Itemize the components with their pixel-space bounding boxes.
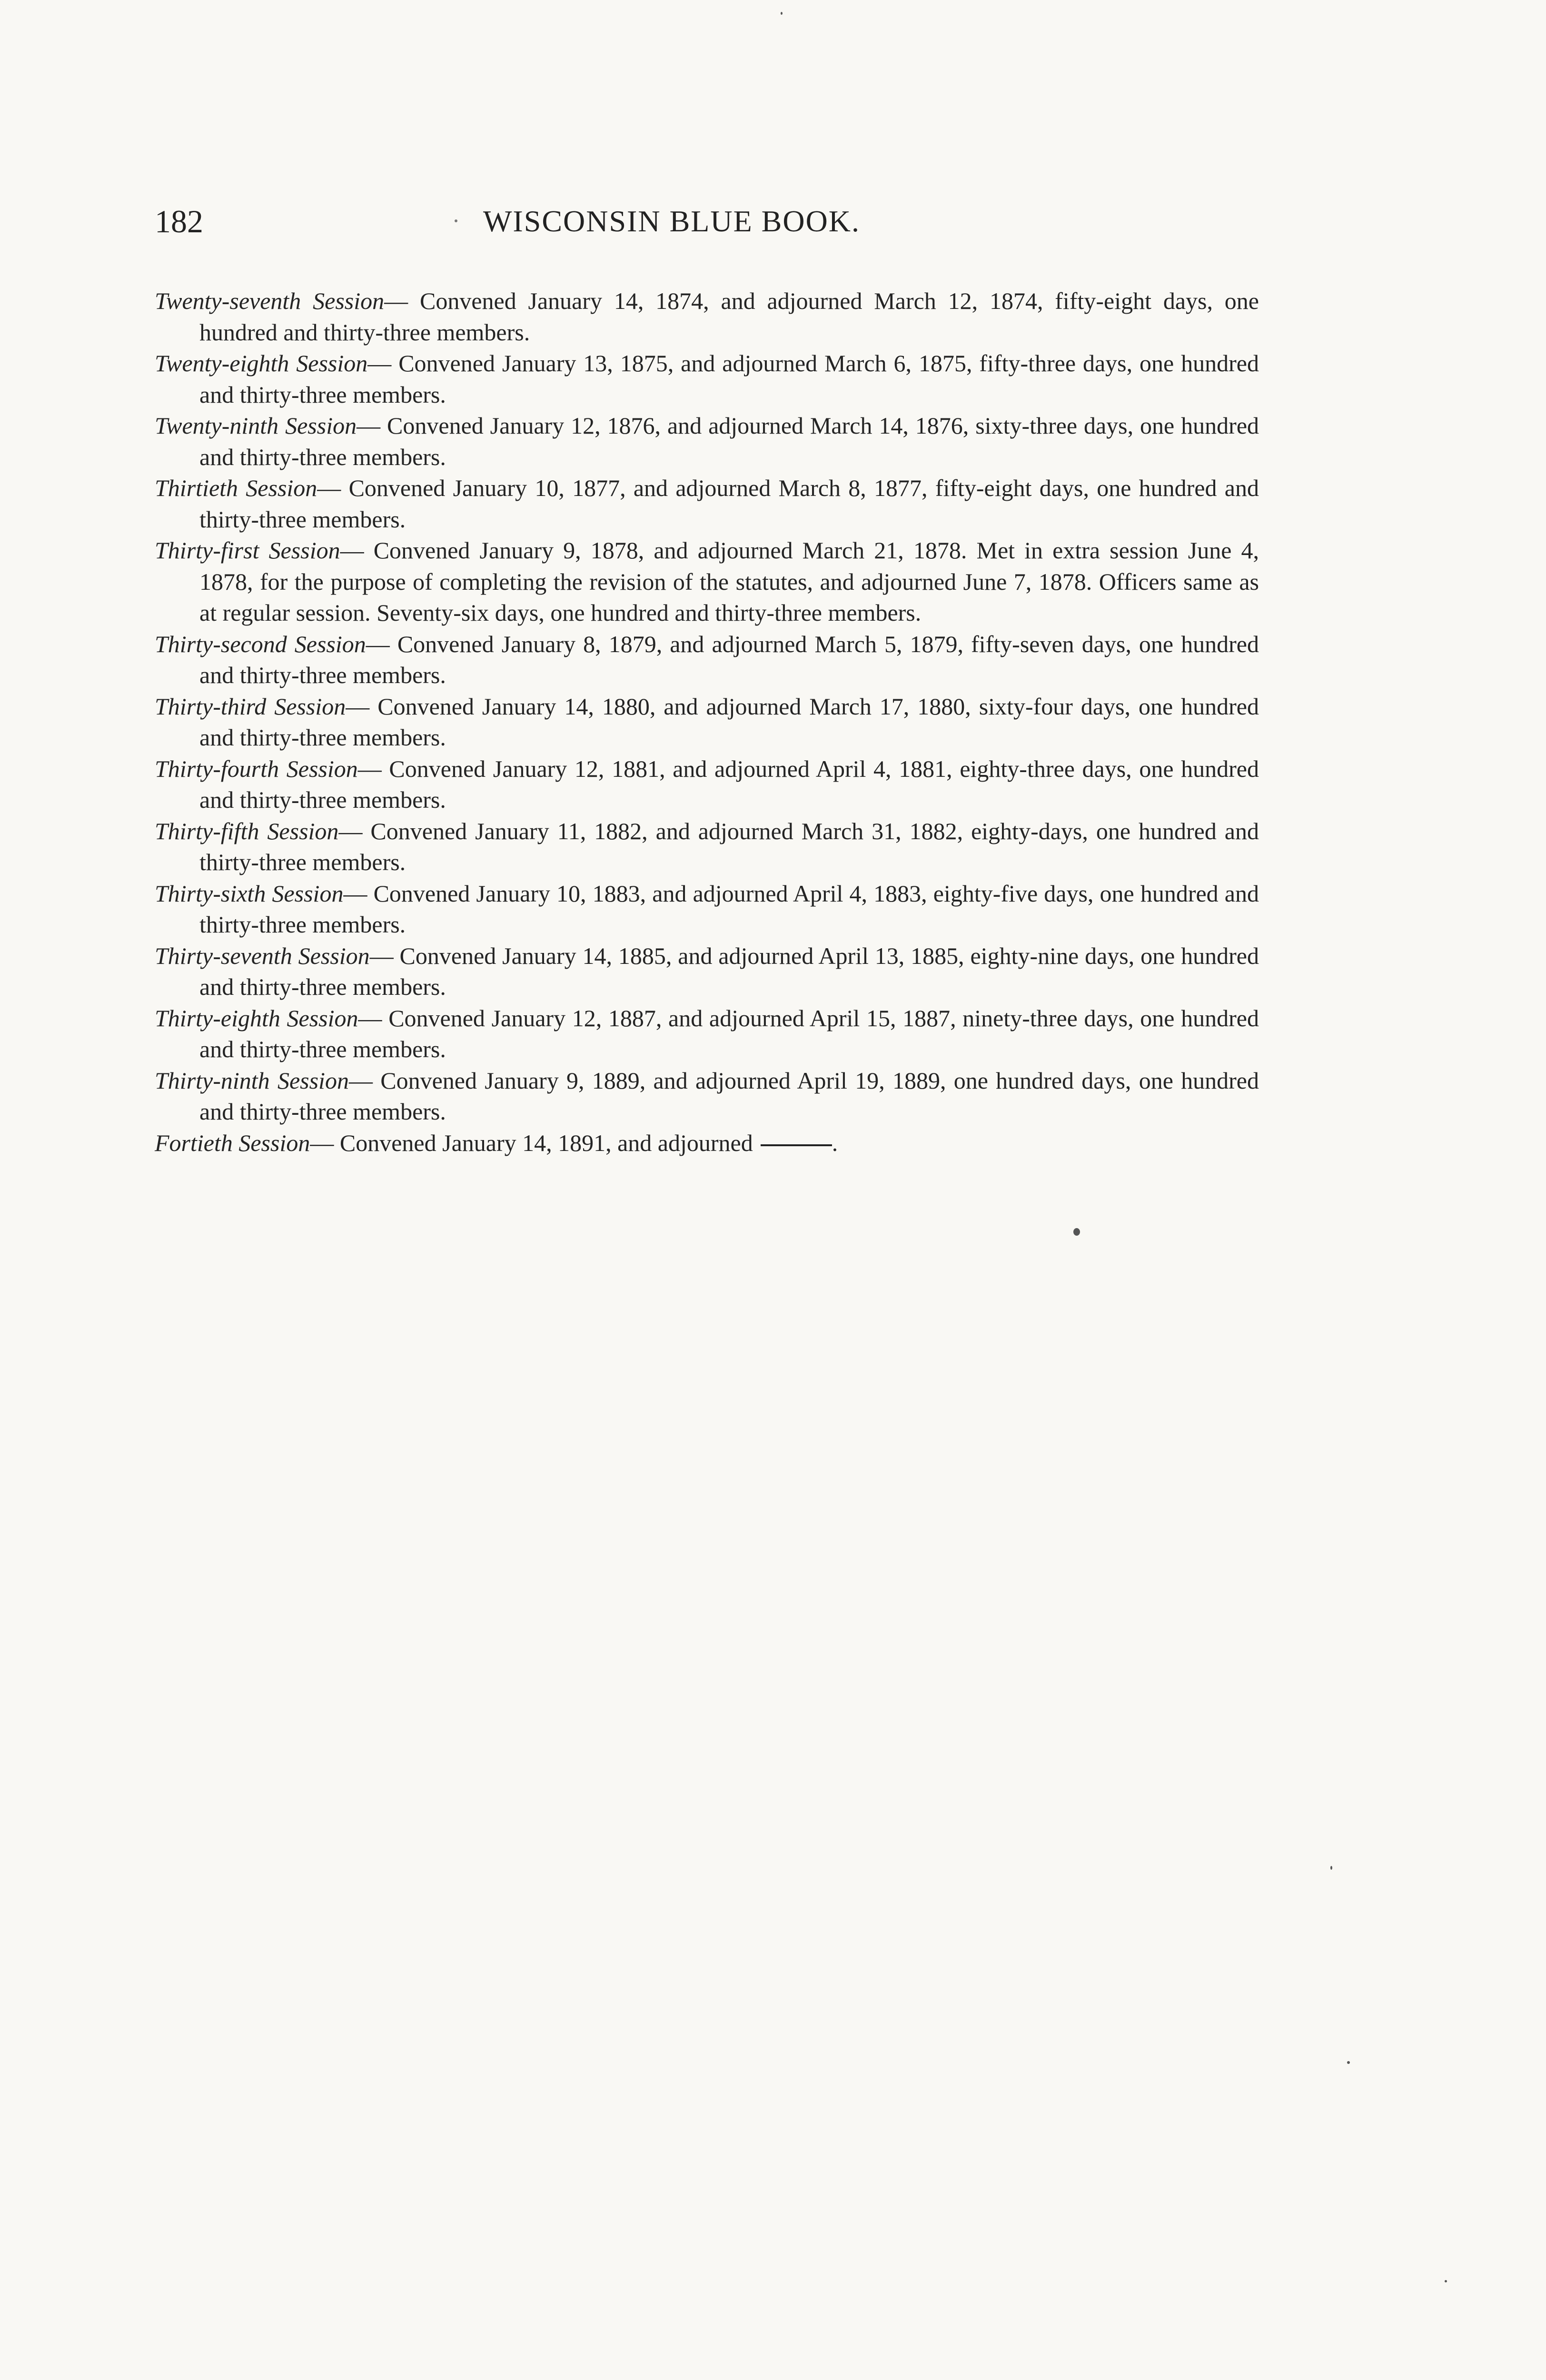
session-details: — Convened January 9, 1889, and adjourned April 19, 1889, one hundred days, one hundred and thirty-three members. [199, 1067, 1259, 1125]
session-entry-27 [155, 286, 1259, 348]
session-entry-31 [155, 535, 1259, 629]
session-details: — Convened January 10, 1877, and adjourned March 8, 1877, fifty-eight days, one hundred and thirty-three members. [199, 475, 1259, 533]
session-name: Thirty-ninth Session [155, 1067, 349, 1094]
session-details: — Convened January 11, 1882, and adjourned March 31, 1882, eighty-days, one hundred and thirty-three members. [199, 817, 1259, 875]
session-details: — Convened January 10, 1883, and adjourned April 4, 1883, eighty-five days, one hundred and thirty-three members. [199, 880, 1259, 938]
session-details: — Convened January 8, 1879, and adjourned March 5, 1879, fifty-seven days, one hundred and thirty-three members. [199, 630, 1259, 688]
session-entry-36 [155, 878, 1259, 941]
session-entry-32 [155, 629, 1259, 691]
session-entry-38 [155, 1003, 1259, 1065]
session-details: — Convened January 13, 1875, and adjourned March 6, 1875, fifty-three days, one hundred and thirty-three members. [199, 350, 1259, 408]
session-entry-33 [155, 691, 1259, 754]
paper-speck [1445, 2280, 1447, 2282]
session-name: Thirty-fourth Session [155, 755, 358, 782]
session-details: — Convened January 9, 1878, and adjourned March 21, 1878. Met in extra session June 4, 1878, for the purpose of completing the revision of the statutes, and adjourned June 7, 1878. Officers same as at regular session. Seventy-six days, one hundred and thirty-three members. [199, 537, 1259, 626]
session-details: — Convened January 14, 1885, and adjourned April 13, 1885, eighty-nine days, one hundred and thirty-three members. [199, 942, 1259, 1000]
session-name: Twenty-eighth Session [155, 350, 368, 377]
session-entry-37 [155, 941, 1259, 1003]
page-header [155, 202, 940, 240]
session-details: — Convened January 12, 1887, and adjourned April 15, 1887, ninety-three days, one hundred and thirty-three members. [199, 1004, 1259, 1062]
session-name: Thirty-first Session [155, 537, 340, 564]
header-dot [455, 219, 457, 222]
session-details-end: . [832, 1129, 838, 1156]
blank-date-dash [761, 1144, 832, 1146]
session-name: Fortieth Session [155, 1129, 310, 1156]
session-name: Twenty-ninth Session [155, 412, 357, 439]
session-entry-34 [155, 754, 1259, 816]
paper-speck [1073, 1228, 1080, 1236]
session-name: Thirty-third Session [155, 693, 346, 720]
session-name: Thirtieth Session [155, 475, 317, 501]
session-entry-40 [155, 1128, 1259, 1159]
session-name: Thirty-sixth Session [155, 880, 344, 907]
paper-speck [781, 12, 783, 15]
session-details: — Convened January 12, 1881, and adjourned April 4, 1881, eighty-three days, one hundred and thirty-three members. [199, 755, 1259, 813]
paper-speck [1347, 2061, 1350, 2064]
session-entry-30 [155, 473, 1259, 535]
session-details: — Convened January 12, 1876, and adjourned March 14, 1876, sixty-three days, one hundred and thirty-three members. [199, 412, 1259, 470]
session-name: Thirty-seventh Session [155, 942, 370, 969]
session-entry-35 [155, 816, 1259, 878]
session-name: Thirty-fifth Session [155, 817, 339, 844]
session-entry-28 [155, 348, 1259, 410]
session-details: — Convened January 14, 1874, and adjourned March 12, 1874, fifty-eight days, one hundred and thirty-three members. [199, 288, 1259, 346]
page-number: 182 [155, 203, 203, 239]
session-details: — Convened January 14, 1891, and adjourned [310, 1129, 753, 1156]
session-name: Twenty-seventh Session [155, 288, 385, 314]
session-name: Thirty-eighth Session [155, 1004, 358, 1031]
running-title: WISCONSIN BLUE BOOK. [483, 204, 860, 238]
session-entry-29 [155, 410, 1259, 473]
session-name: Thirty-second Session [155, 630, 366, 657]
session-list [155, 286, 1259, 1159]
paper-speck [1330, 1866, 1332, 1870]
session-entry-39 [155, 1065, 1259, 1128]
session-details: — Convened January 14, 1880, and adjourned March 17, 1880, sixty-four days, one hundred and thirty-three members. [199, 693, 1259, 751]
